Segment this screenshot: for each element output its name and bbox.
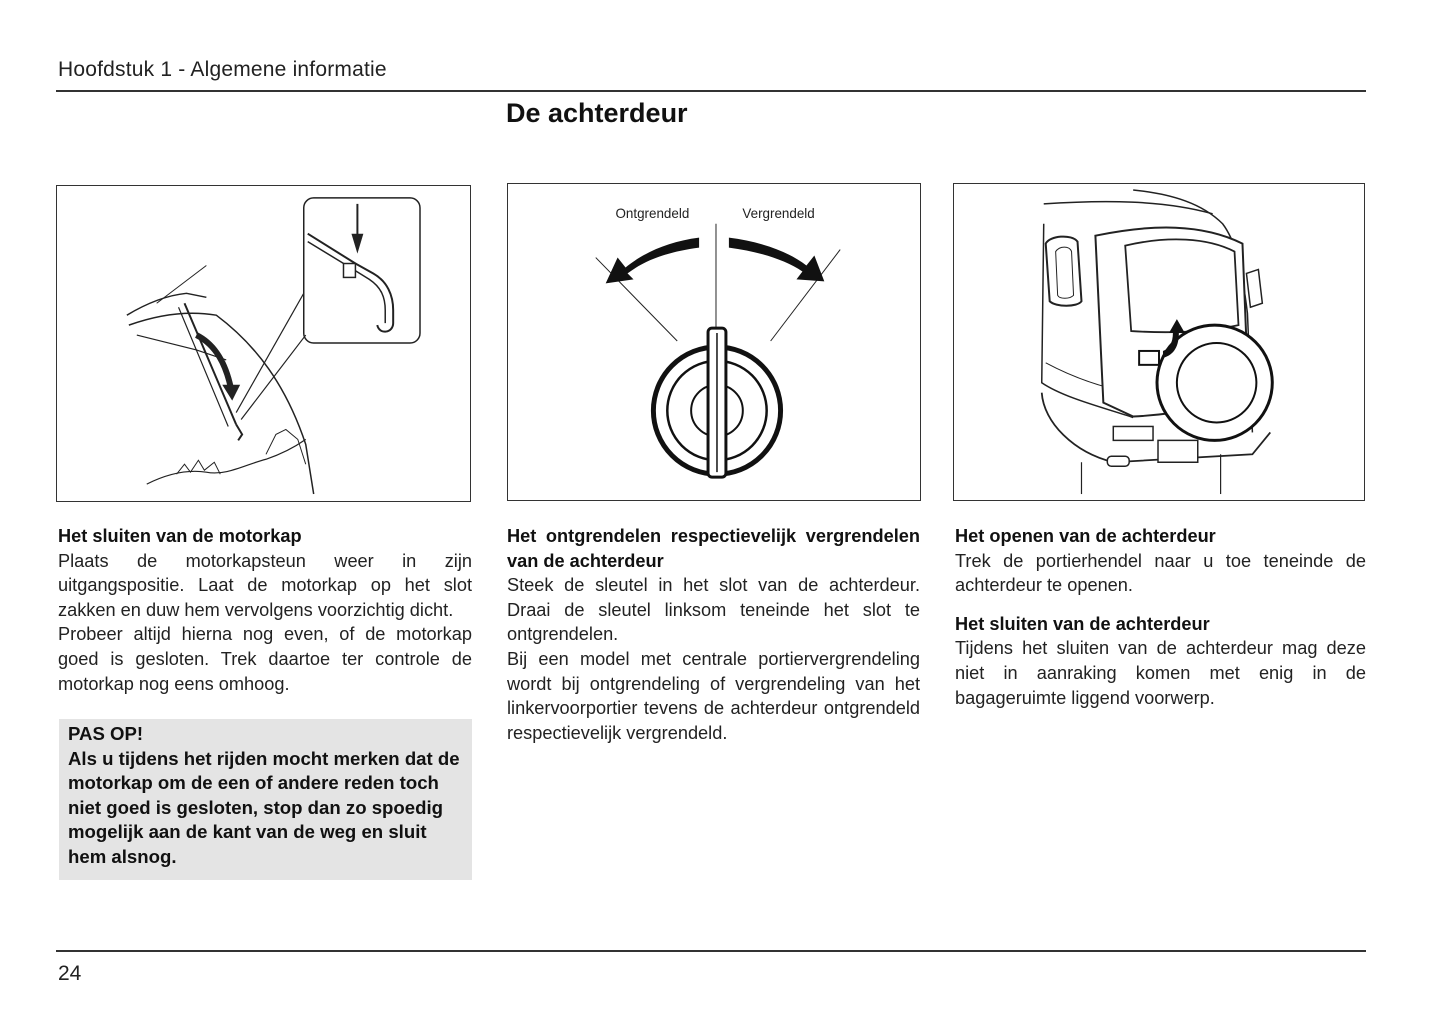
header-rule	[56, 90, 1366, 92]
rear-door-illustration	[953, 183, 1365, 501]
lock-key-drawing	[508, 184, 920, 500]
hood-body-2: Probeer altijd hierna nog even, of de motorkap goed is gesloten. Trek daartoe ter controle de motorkap nog eens omhoog.	[58, 624, 472, 694]
page-number: 24	[58, 962, 82, 985]
rear-door-section	[955, 524, 1366, 710]
lock-heading: Het ontgrendelen respectievelijk vergrendelen van de achterdeur	[507, 526, 920, 571]
open-door-heading: Het openen van de achterdeur	[955, 526, 1216, 546]
unlocked-label: Ontgrendeld	[615, 205, 690, 221]
chapter-heading: Hoofdstuk 1 - Algemene informatie	[58, 58, 387, 81]
lock-body-1: Steek de sleutel in het slot van de achterdeur. Draai de sleutel linksom teneinde het slot te ontgrendelen.	[507, 575, 920, 645]
hood-support-drawing	[57, 186, 470, 501]
close-door-heading: Het sluiten van de achterdeur	[955, 613, 1210, 634]
close-door-body: Tijdens het sluiten van de achterdeur mag deze niet in aanraking komen met enig in de bagageruimte liggend voorwerp.	[955, 638, 1366, 708]
footer-rule	[56, 950, 1366, 952]
open-door-body: Trek de portierhendel naar u toe teneinde de achterdeur te openen.	[955, 550, 1366, 596]
section-gap	[955, 598, 1366, 612]
lock-arrow-icon	[729, 238, 824, 282]
lock-body-2: Bij een model met centrale portiervergrendeling wordt bij ontgrendeling of vergrendeling van het linkervoorportier tevens de achterdeur ontgrendeld respectievelijk vergrendeld.	[507, 648, 920, 743]
hood-heading: Het sluiten van de motorkap	[58, 526, 302, 546]
hood-body-1: Plaats de motorkapsteun weer in zijn uitgangspositie. Laat de motorkap op het slot zakken en duw hem vervolgens voorzichtig dicht.	[58, 550, 472, 620]
hood-section	[58, 524, 472, 696]
warning-box	[59, 719, 472, 880]
hood-support-illustration	[56, 185, 471, 502]
lock-section	[507, 524, 920, 745]
lock-key-illustration	[507, 183, 921, 501]
warning-title: PAS OP!	[68, 723, 144, 744]
rear-door-drawing	[954, 184, 1364, 500]
warning-body: Als u tijdens het rijden mocht merken dat de motorkap om de een of andere reden toch niet goed is gesloten, stop dan zo spoedig mogelijk aan de kant van de weg en sluit hem alsnog.	[68, 747, 460, 867]
page-title: De achterdeur	[506, 98, 688, 128]
locked-label: Vergrendeld	[742, 205, 815, 221]
unlock-arrow-icon	[606, 238, 699, 284]
